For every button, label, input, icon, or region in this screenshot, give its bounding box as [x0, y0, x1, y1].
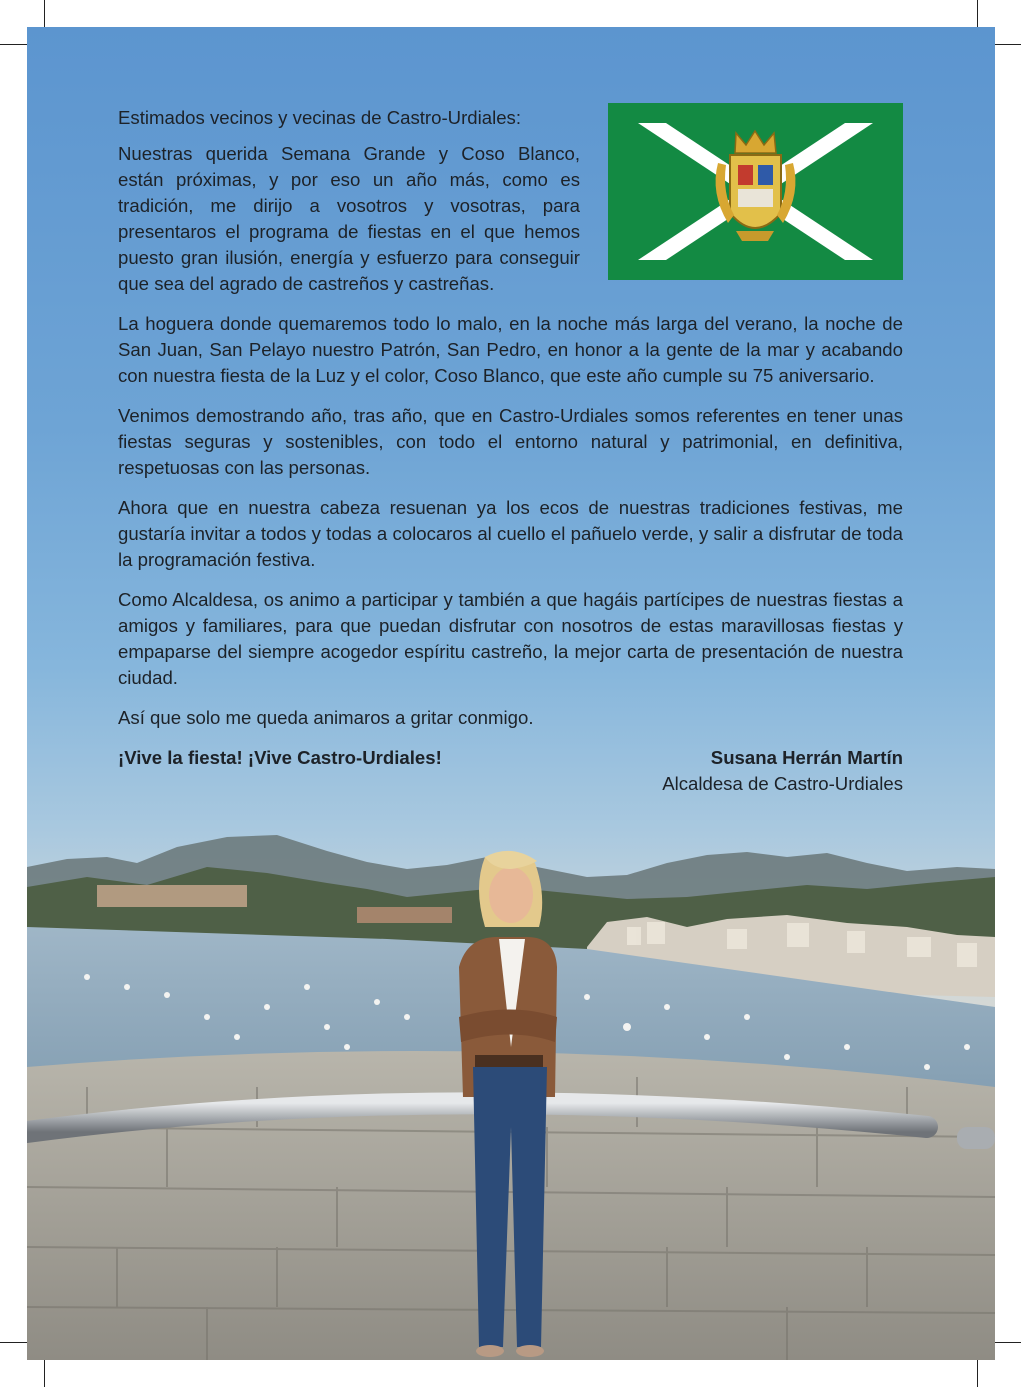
crop-mark	[991, 1342, 1021, 1343]
letter-salutation: Estimados vecinos y vecinas de Castro-Urdiales:	[118, 107, 522, 128]
letter-closing: Así que solo me queda animaros a gritar conmigo.	[118, 707, 534, 728]
mayor-photo	[27, 827, 995, 1360]
slogan: ¡Vive la fiesta! ¡Vive Castro-Urdiales!	[118, 747, 442, 768]
page	[27, 27, 995, 1360]
signature-title: Alcaldesa de Castro-Urdiales	[662, 773, 903, 794]
crop-mark	[977, 0, 978, 30]
letter-paragraph: Venimos demostrando año, tras año, que en Castro-Urdiales somos referentes en tener unas fiestas seguras y sostenibles, con todo el entorno natural y patrimonial, en definitiva, respetuosas con las personas.	[118, 405, 903, 478]
crop-mark	[44, 1360, 45, 1387]
letter-paragraph: Nuestras querida Semana Grande y Coso Blanco, están próximas, y por eso un año más, como es tradición, me dirijo a vosotros y vosotras, para presentaros el programa de fiestas en el que hemos puesto gran ilusión, energía y esfuerzo para conseguir que sea del agrado de castreños y castreñas.	[118, 143, 580, 294]
signature-row	[118, 745, 903, 797]
crop-mark	[0, 1342, 30, 1343]
letter-paragraph: Ahora que en nuestra cabeza resuenan ya los ecos de nuestras tradiciones festivas, me gustaría invitar a todos y todas a colocaros al cuello el pañuelo verde, y salir a disfrutar de toda la programación festiva.	[118, 497, 903, 570]
letter-paragraph: Como Alcaldesa, os animo a participar y también a que hagáis partícipes de nuestras fiestas a amigos y familiares, para que puedan disfrutar con nosotros de estas maravillosas fiestas y empaparse del siempre acogedor espíritu castreño, la mejor carta de presentación de nuestra ciudad.	[118, 589, 903, 688]
crop-mark	[0, 44, 30, 45]
crop-mark	[977, 1360, 978, 1387]
signature-block	[662, 745, 903, 797]
crop-mark	[991, 44, 1021, 45]
crop-mark	[44, 0, 45, 30]
letter-paragraph: La hoguera donde quemaremos todo lo malo, en la noche más larga del verano, la noche de San Juan, San Pelayo nuestro Patrón, San Pedro, en honor a la gente de la mar y acabando con nuestra fiesta de la Luz y el color, Coso Blanco, que este año cumple su 75 aniversario.	[118, 313, 903, 386]
signature-name: Susana Herrán Martín	[710, 747, 903, 768]
letter	[118, 105, 903, 797]
